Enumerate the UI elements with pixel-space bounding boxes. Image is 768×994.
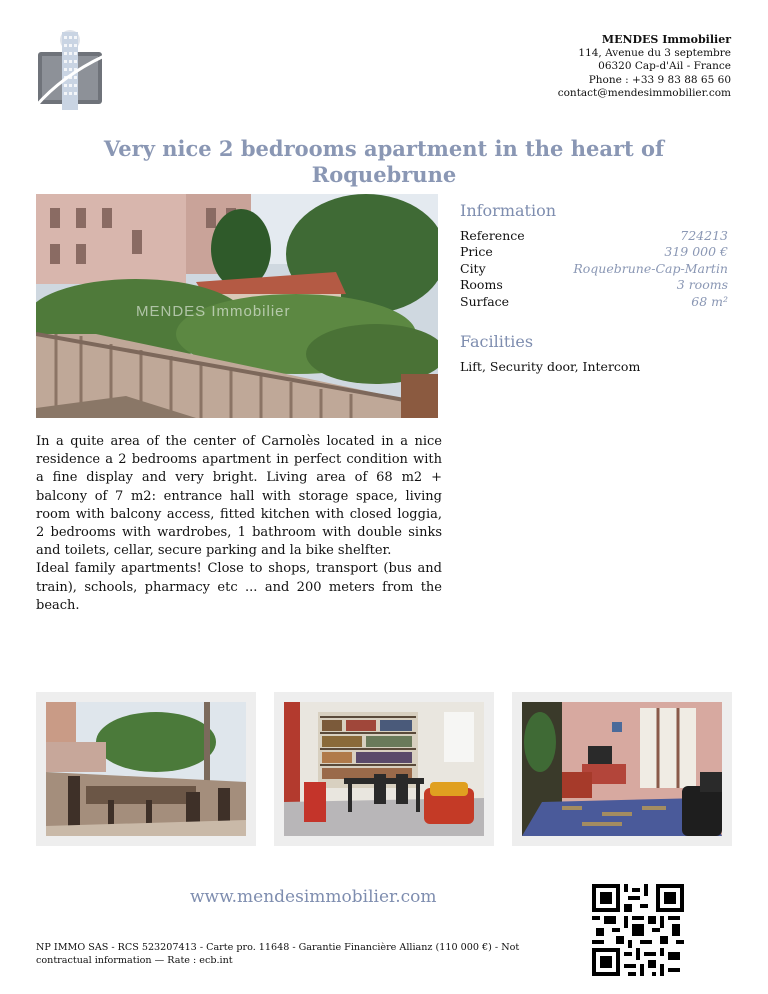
- gallery-photo-living-room[interactable]: [274, 692, 494, 846]
- info-row-surface: [460, 294, 728, 310]
- watermark-text: MENDES Immobilier: [136, 303, 291, 320]
- qr-code-icon: [592, 884, 684, 976]
- info-value: 319 000 €: [664, 244, 728, 260]
- agency-phone[interactable]: Phone : +33 9 83 88 65 60: [588, 73, 731, 86]
- info-row-city: [460, 261, 728, 277]
- info-value: 724213: [680, 228, 728, 243]
- description-paragraph: Ideal family apartments! Close to shops, transport (bus and train), schools, pharmacy etc ... and 200 meters from the beach.: [36, 561, 442, 613]
- lounge-photo: [522, 702, 722, 836]
- listing-description: [36, 433, 442, 615]
- info-value: 3 rooms: [676, 277, 728, 293]
- info-label: Reference: [460, 228, 525, 243]
- agency-city: 06320 Cap-d'Ail - France: [598, 60, 731, 73]
- facilities-list: Lift, Security door, Intercom: [460, 359, 641, 374]
- website-link[interactable]: www.mendesimmobilier.com: [190, 887, 437, 907]
- description-paragraph: In a quite area of the center of Carnolès located in a nice residence a 2 bedrooms apartment in perfect condition with a fine display and very bright. Living area of 68 m2 + balcony of 7 m2: entrance hall with storage space, living room with balcony access, fitted kitchen with closed loggia, 2 bedrooms with wardrobes, 1 bathroom with double sinks and toilets, cellar, secure parking and la bike shelfter.: [36, 434, 442, 559]
- info-value: Roquebrune-Cap-Martin: [573, 260, 728, 276]
- agency-address: 114, Avenue du 3 septembre: [578, 46, 731, 59]
- qr-code[interactable]: [592, 884, 684, 976]
- info-row-rooms: [460, 277, 728, 293]
- info-label: Rooms: [460, 277, 503, 293]
- info-label: Surface: [460, 293, 510, 309]
- agency-name: MENDES Immobilier: [601, 33, 731, 46]
- balcony-table-photo: [46, 702, 246, 836]
- info-row-reference: [460, 228, 728, 244]
- info-row-price: [460, 244, 728, 260]
- legal-notice: NP IMMO SAS - RCS 523207413 - Carte pro. 11648 - Garantie Financière Allianz (110 000 €) - Not contractual information — Rate : ecb.int: [36, 942, 520, 966]
- agency-logo: [32, 26, 108, 112]
- information-table: [460, 228, 728, 310]
- living-room-photo: [284, 702, 484, 836]
- agency-contact: [558, 33, 731, 101]
- balcony-view-photo: [36, 194, 438, 418]
- gallery-photo-balcony[interactable]: [36, 692, 256, 846]
- info-label: Price: [460, 244, 493, 260]
- facilities-heading: Facilities: [460, 332, 534, 351]
- information-heading: Information: [460, 201, 557, 220]
- agency-email[interactable]: contact@mendesimmobilier.com: [557, 87, 731, 100]
- gallery-photo-lounge[interactable]: [512, 692, 732, 846]
- main-photo[interactable]: [36, 194, 438, 418]
- info-label: City: [460, 260, 486, 276]
- listing-title: Very nice 2 bedrooms apartment in the heart of Roquebrune: [103, 136, 665, 187]
- building-logo-icon: [32, 26, 108, 112]
- info-value: 68 m²: [691, 293, 728, 309]
